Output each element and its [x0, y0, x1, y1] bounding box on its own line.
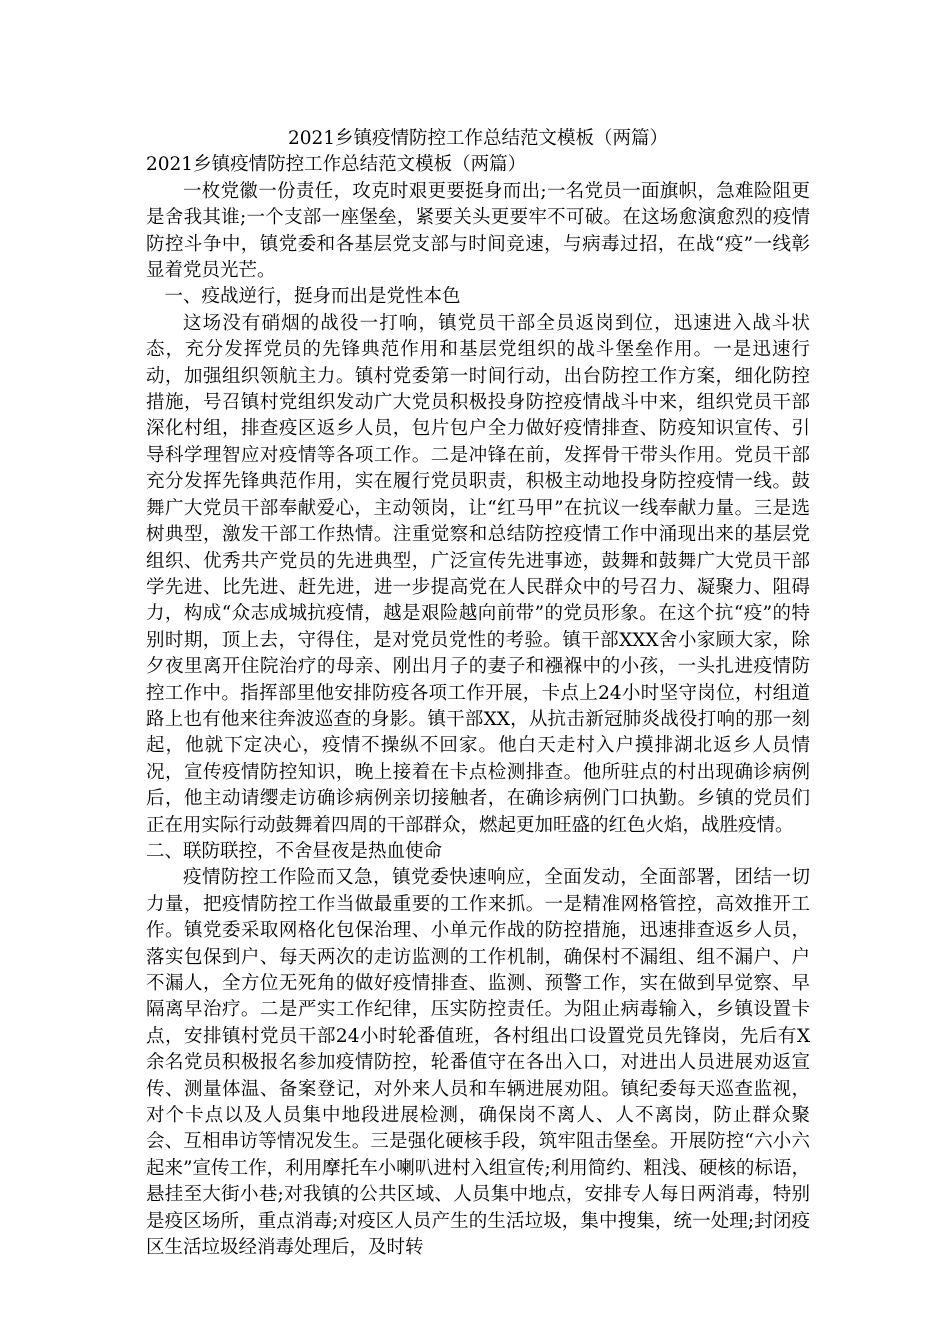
section-2-body: 疫情防控工作险而又急，镇党委快速响应，全面发动，全面部署，团结一切力量，把疫情防控工作当做最重要的工作来抓。一是精准网格管控，高效推开工作。镇党委采取网格化包保治理、小单元作战的防控措施，迅速排查返乡人员，落实包保到户、每天两次的走访监测的工作机制，确保村不漏组、组不漏户、户不漏人，全方位无死角的做好疫情排查、监测、预警工作，实在做到早觉察、早隔离早治疗。二是严实工作纪律，压实防控责任。为阻止病毒输入，乡镇设置卡点，安排镇村党员干部24小时轮番值班，各村组出口设置党员先锋岗，先后有X余名党员积极报名参加疫情防控，轮番值守在各出入口，对进出人员进展劝返宣传、测量体温、备案登记，对外来人员和车辆进展劝阻。镇纪委每天巡查监视，对个卡点以及人员集中地段进展检测，确保岗不离人、人不离岗，防止群众聚会、互相串访等情况发生。三是强化硬核手段，筑牢阻击堡垒。开展防控“六小六起来”宣传工作，利用摩托车小喇叭进村入组宣传;利用简约、粗浅、硬核的标语，悬挂至大街小巷;对我镇的公共区域、人员集中地点，安排专人每日两消毒，特别是疫区场所，重点消毒;对疫区人员产生的生活垃圾，集中搜集，统一处理;封闭疫区生活垃圾经消毒处理后，及时转: [146, 867, 810, 1259]
document-page: [146, 126, 810, 1261]
section-1-heading: 一、疫战逆行，挺身而出是党性本色: [164, 286, 461, 308]
section-2-heading: 二、联防联控，不舍昼夜是热血使命: [146, 840, 443, 862]
document-title: 2021乡镇疫情防控工作总结范文模板（两篇）: [287, 128, 669, 149]
section-1-body: 这场没有硝烟的战役一打响，镇党员干部全员返岗到位，迅速进入战斗状态，充分发挥党员的先锋典范作用和基层党组织的战斗堡垒作用。一是迅速行动，加强组织领航主力。镇村党委第一时间行动，出台防控工作方案，细化防控措施，号召镇村党组织发动广大党员积极投身防控疫情战斗中来，组织党员干部深化村组，排查疫区返乡人员，包片包户全力做好疫情排查、防疫知识宣传、引导科学理智应对疫情等各项工作。二是冲锋在前，发挥骨干带头作用。党员干部充分发挥先锋典范作用，实在履行党员职责，积极主动地投身防控疫情一线。鼓舞广大党员干部奉献爱心，主动领岗，让“红马甲”在抗议一线奉献力量。三是选树典型，激发干部工作热情。注重觉察和总结防控疫情工作中涌现出来的基层党组织、优秀共产党员的先进典型，广泛宣传先进事迹，鼓舞和鼓舞广大党员干部学先进、比先进、赶先进，进一步提高党在人民群众中的号召力、凝聚力、阻碍力，构成“众志成城抗疫情，越是艰险越向前带”的党员形象。在这个抗“疫”的特别时期，顶上去，守得住，是对党员党性的考验。镇干部XXX舍小家顾大家，除夕夜里离开住院治疗的母亲、刚出月子的妻子和襁褓中的小孩，一头扎进疫情防控工作中。指挥部里他安排防疫各项工作开展，卡点上24小时坚守岗位，村组道路上也有他来往奔波巡查的身影。镇干部XX，从抗击新冠肺炎战役打响的那一刻起，他就下定决心，疫情不操纵不回家。他白天走村入户摸排湖北返乡人员情况，宣传疫情防控知识，晚上接着在卡点检测排查。他所驻点的村出现确诊病例后，他主动请缨走访确诊病例亲切接触者，在确诊病例门口执勤。乡镇的党员们正在用实际行动鼓舞着四周的干部群众，燃起更加旺盛的红色火焰，战胜疫情。: [146, 312, 810, 836]
document-subtitle: 2021乡镇疫情防控工作总结范文模板（两篇）: [146, 154, 527, 176]
intro-paragraph: 一枚党徽一份责任，攻克时艰更要挺身而出;一名党员一面旗帜，急难险阻更是舍我其谁;一个支部一座堡垒，紧要关头更要牢不可破。在这场愈演愈烈的疫情防控斗争中，镇党委和各基层党支部与时间竞速，与病毒过招，在战“疫”一线彰显着党员光芒。: [146, 180, 810, 282]
